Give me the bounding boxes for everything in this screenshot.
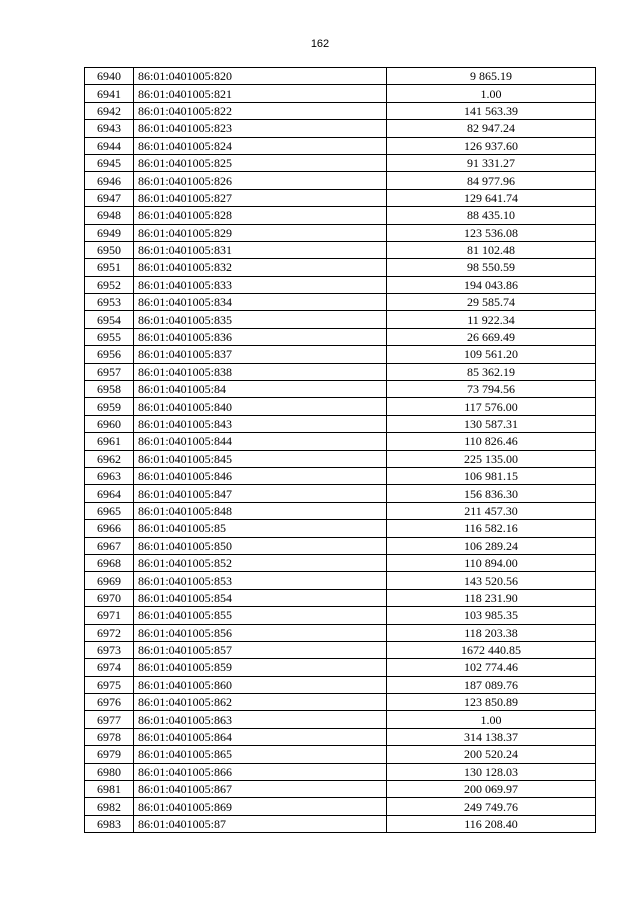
table-row — [85, 294, 596, 311]
value-cell: 117 576.00 — [387, 398, 596, 415]
value-cell: 26 669.49 — [387, 328, 596, 345]
value-cell: 11 922.34 — [387, 311, 596, 328]
row-number-cell: 6940 — [85, 68, 134, 85]
table-row — [85, 207, 596, 224]
table-row — [85, 189, 596, 206]
cadastral-number-cell: 86:01:0401005:829 — [134, 224, 387, 241]
row-number-cell: 6978 — [85, 728, 134, 745]
cadastral-number-cell: 86:01:0401005:85 — [134, 520, 387, 537]
cadastral-number-cell: 86:01:0401005:837 — [134, 346, 387, 363]
row-number-cell: 6983 — [85, 815, 134, 832]
table-row — [85, 328, 596, 345]
cadastral-number-cell: 86:01:0401005:834 — [134, 294, 387, 311]
table-row — [85, 68, 596, 85]
row-number-cell: 6967 — [85, 537, 134, 554]
row-number-cell: 6982 — [85, 798, 134, 815]
table-row — [85, 259, 596, 276]
table-row — [85, 746, 596, 763]
table-row — [85, 589, 596, 606]
row-number-cell: 6943 — [85, 120, 134, 137]
row-number-cell: 6970 — [85, 589, 134, 606]
row-number-cell: 6948 — [85, 207, 134, 224]
table-row — [85, 172, 596, 189]
value-cell: 118 203.38 — [387, 624, 596, 641]
row-number-cell: 6968 — [85, 554, 134, 571]
value-cell: 130 128.03 — [387, 763, 596, 780]
value-cell: 129 641.74 — [387, 189, 596, 206]
value-cell: 200 069.97 — [387, 781, 596, 798]
value-cell: 314 138.37 — [387, 728, 596, 745]
table-row — [85, 676, 596, 693]
value-cell: 84 977.96 — [387, 172, 596, 189]
table-row — [85, 728, 596, 745]
cadastral-number-cell: 86:01:0401005:823 — [134, 120, 387, 137]
cadastral-number-cell: 86:01:0401005:866 — [134, 763, 387, 780]
value-cell: 85 362.19 — [387, 363, 596, 380]
value-cell: 81 102.48 — [387, 241, 596, 258]
row-number-cell: 6942 — [85, 102, 134, 119]
value-cell: 88 435.10 — [387, 207, 596, 224]
value-cell: 225 135.00 — [387, 450, 596, 467]
cadastral-number-cell: 86:01:0401005:87 — [134, 815, 387, 832]
cadastral-number-cell: 86:01:0401005:864 — [134, 728, 387, 745]
row-number-cell: 6957 — [85, 363, 134, 380]
value-cell: 73 794.56 — [387, 381, 596, 398]
table-row — [85, 85, 596, 102]
row-number-cell: 6953 — [85, 294, 134, 311]
table-row — [85, 276, 596, 293]
table-row — [85, 154, 596, 171]
value-cell: 110 826.46 — [387, 433, 596, 450]
row-number-cell: 6969 — [85, 572, 134, 589]
value-cell: 1.00 — [387, 85, 596, 102]
table-row — [85, 433, 596, 450]
table-row — [85, 798, 596, 815]
row-number-cell: 6951 — [85, 259, 134, 276]
cadastral-number-cell: 86:01:0401005:855 — [134, 607, 387, 624]
cadastral-number-cell: 86:01:0401005:84 — [134, 381, 387, 398]
value-cell: 126 937.60 — [387, 137, 596, 154]
cadastral-number-cell: 86:01:0401005:865 — [134, 746, 387, 763]
cadastral-number-cell: 86:01:0401005:856 — [134, 624, 387, 641]
row-number-cell: 6941 — [85, 85, 134, 102]
table-row — [85, 450, 596, 467]
table-row — [85, 415, 596, 432]
value-cell: 91 331.27 — [387, 154, 596, 171]
value-cell: 9 865.19 — [387, 68, 596, 85]
value-cell: 194 043.86 — [387, 276, 596, 293]
table-row — [85, 137, 596, 154]
value-cell: 110 894.00 — [387, 554, 596, 571]
row-number-cell: 6961 — [85, 433, 134, 450]
table-row — [85, 815, 596, 832]
cadastral-number-cell: 86:01:0401005:844 — [134, 433, 387, 450]
row-number-cell: 6975 — [85, 676, 134, 693]
cadastral-number-cell: 86:01:0401005:840 — [134, 398, 387, 415]
value-cell: 187 089.76 — [387, 676, 596, 693]
cadastral-number-cell: 86:01:0401005:822 — [134, 102, 387, 119]
cadastral-number-cell: 86:01:0401005:853 — [134, 572, 387, 589]
value-cell: 98 550.59 — [387, 259, 596, 276]
cadastral-number-cell: 86:01:0401005:847 — [134, 485, 387, 502]
value-cell: 116 208.40 — [387, 815, 596, 832]
table-row — [85, 381, 596, 398]
value-cell: 123 850.89 — [387, 694, 596, 711]
table-row — [85, 607, 596, 624]
table-row — [85, 485, 596, 502]
cadastral-number-cell: 86:01:0401005:836 — [134, 328, 387, 345]
table-row — [85, 311, 596, 328]
table-row — [85, 624, 596, 641]
table-row — [85, 398, 596, 415]
table-row — [85, 346, 596, 363]
row-number-cell: 6963 — [85, 467, 134, 484]
cadastral-number-cell: 86:01:0401005:869 — [134, 798, 387, 815]
cadastral-number-cell: 86:01:0401005:824 — [134, 137, 387, 154]
value-cell: 141 563.39 — [387, 102, 596, 119]
value-cell: 211 457.30 — [387, 502, 596, 519]
table-row — [85, 763, 596, 780]
row-number-cell: 6954 — [85, 311, 134, 328]
cadastral-number-cell: 86:01:0401005:820 — [134, 68, 387, 85]
value-cell: 200 520.24 — [387, 746, 596, 763]
cadastral-number-cell: 86:01:0401005:845 — [134, 450, 387, 467]
cadastral-number-cell: 86:01:0401005:848 — [134, 502, 387, 519]
cadastral-number-cell: 86:01:0401005:867 — [134, 781, 387, 798]
value-cell: 143 520.56 — [387, 572, 596, 589]
row-number-cell: 6945 — [85, 154, 134, 171]
cadastral-number-cell: 86:01:0401005:859 — [134, 659, 387, 676]
table-row — [85, 554, 596, 571]
cadastral-number-cell: 86:01:0401005:862 — [134, 694, 387, 711]
table-row — [85, 363, 596, 380]
cadastral-number-cell: 86:01:0401005:857 — [134, 641, 387, 658]
cadastral-number-cell: 86:01:0401005:828 — [134, 207, 387, 224]
cadastral-number-cell: 86:01:0401005:846 — [134, 467, 387, 484]
cadastral-number-cell: 86:01:0401005:821 — [134, 85, 387, 102]
table-row — [85, 659, 596, 676]
row-number-cell: 6980 — [85, 763, 134, 780]
row-number-cell: 6965 — [85, 502, 134, 519]
row-number-cell: 6949 — [85, 224, 134, 241]
table-row — [85, 241, 596, 258]
cadastral-number-cell: 86:01:0401005:835 — [134, 311, 387, 328]
row-number-cell: 6972 — [85, 624, 134, 641]
value-cell: 29 585.74 — [387, 294, 596, 311]
cadastral-number-cell: 86:01:0401005:827 — [134, 189, 387, 206]
table-body — [85, 68, 596, 833]
row-number-cell: 6979 — [85, 746, 134, 763]
value-cell: 156 836.30 — [387, 485, 596, 502]
cadastral-values-table — [84, 67, 596, 833]
row-number-cell: 6976 — [85, 694, 134, 711]
table-row — [85, 641, 596, 658]
value-cell: 118 231.90 — [387, 589, 596, 606]
table-row — [85, 781, 596, 798]
row-number-cell: 6960 — [85, 415, 134, 432]
row-number-cell: 6971 — [85, 607, 134, 624]
row-number-cell: 6966 — [85, 520, 134, 537]
page-number: 162 — [310, 38, 330, 50]
row-number-cell: 6947 — [85, 189, 134, 206]
value-cell: 249 749.76 — [387, 798, 596, 815]
table-row — [85, 694, 596, 711]
value-cell: 106 289.24 — [387, 537, 596, 554]
value-cell: 1.00 — [387, 711, 596, 728]
cadastral-number-cell: 86:01:0401005:852 — [134, 554, 387, 571]
table-row — [85, 572, 596, 589]
value-cell: 109 561.20 — [387, 346, 596, 363]
value-cell: 82 947.24 — [387, 120, 596, 137]
cadastral-number-cell: 86:01:0401005:843 — [134, 415, 387, 432]
cadastral-number-cell: 86:01:0401005:825 — [134, 154, 387, 171]
table-row — [85, 224, 596, 241]
row-number-cell: 6952 — [85, 276, 134, 293]
table-row — [85, 467, 596, 484]
value-cell: 123 536.08 — [387, 224, 596, 241]
table-row — [85, 502, 596, 519]
cadastral-number-cell: 86:01:0401005:832 — [134, 259, 387, 276]
value-cell: 102 774.46 — [387, 659, 596, 676]
value-cell: 106 981.15 — [387, 467, 596, 484]
row-number-cell: 6955 — [85, 328, 134, 345]
row-number-cell: 6959 — [85, 398, 134, 415]
value-cell: 103 985.35 — [387, 607, 596, 624]
row-number-cell: 6974 — [85, 659, 134, 676]
value-cell: 130 587.31 — [387, 415, 596, 432]
table-row — [85, 120, 596, 137]
row-number-cell: 6946 — [85, 172, 134, 189]
cadastral-number-cell: 86:01:0401005:833 — [134, 276, 387, 293]
value-cell: 116 582.16 — [387, 520, 596, 537]
table-row — [85, 102, 596, 119]
cadastral-number-cell: 86:01:0401005:863 — [134, 711, 387, 728]
cadastral-number-cell: 86:01:0401005:826 — [134, 172, 387, 189]
table-row — [85, 711, 596, 728]
cadastral-number-cell: 86:01:0401005:860 — [134, 676, 387, 693]
row-number-cell: 6981 — [85, 781, 134, 798]
cadastral-number-cell: 86:01:0401005:854 — [134, 589, 387, 606]
cadastral-number-cell: 86:01:0401005:850 — [134, 537, 387, 554]
value-cell: 1672 440.85 — [387, 641, 596, 658]
row-number-cell: 6958 — [85, 381, 134, 398]
row-number-cell: 6956 — [85, 346, 134, 363]
row-number-cell: 6950 — [85, 241, 134, 258]
row-number-cell: 6977 — [85, 711, 134, 728]
cadastral-number-cell: 86:01:0401005:831 — [134, 241, 387, 258]
cadastral-number-cell: 86:01:0401005:838 — [134, 363, 387, 380]
table-row — [85, 520, 596, 537]
row-number-cell: 6944 — [85, 137, 134, 154]
row-number-cell: 6964 — [85, 485, 134, 502]
table-row — [85, 537, 596, 554]
row-number-cell: 6973 — [85, 641, 134, 658]
row-number-cell: 6962 — [85, 450, 134, 467]
